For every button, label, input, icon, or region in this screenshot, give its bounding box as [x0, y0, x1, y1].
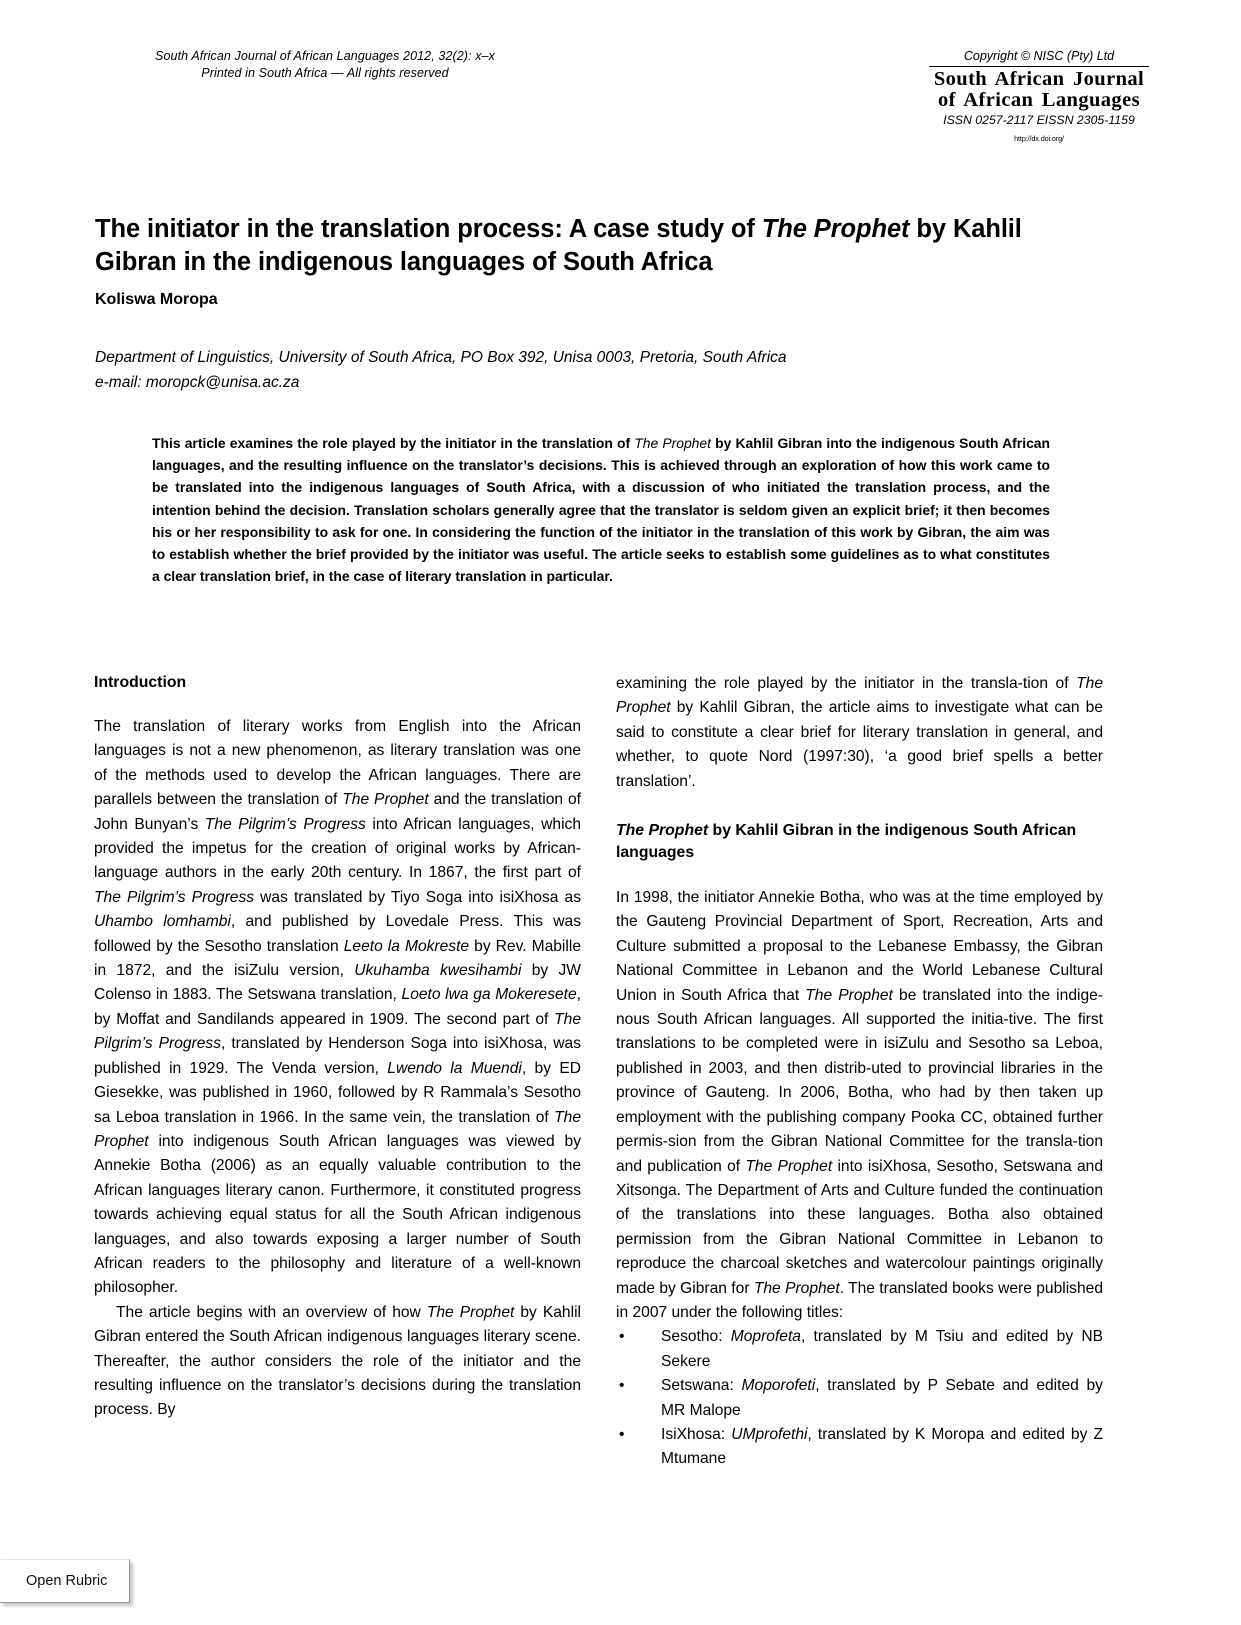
italic-work-title: The Prophet: [616, 675, 1103, 717]
translated-titles-list: [616, 1325, 1103, 1471]
masthead-title: [929, 69, 1149, 111]
copyright-notice: Copyright © NISC (Pty) Ltd: [963, 49, 1115, 63]
article-title-italic-work: The Prophet: [761, 215, 910, 244]
text-run: , and published by Lovedale Press. This was followed by the Sesotho translation: [94, 913, 581, 955]
text-run: , by Moffat and Sandilands appeared in 1909. The second part of: [94, 986, 582, 1028]
body-column-left: [94, 672, 581, 1423]
italic-work-title: The Pilgrim’s Progress: [94, 888, 255, 906]
text-run: by JW Colenso in 1883. The Setswana translation,: [94, 962, 581, 1004]
author-email[interactable]: e-mail: moropck@unisa.ac.za: [95, 374, 300, 391]
text-run: IsiXhosa:: [661, 1425, 732, 1443]
abstract-seg3: by Kahlil Gibran into the indigenous South African languages, and the resulting influence on the translator’s decisions. This is achieved through an exploration of how this work came to be translated into the indigenous languages of South Africa, with a discussion of who initiated the translation process, and the intention behind the decision. Translation scholars generally agree that the translator is seldom given an explicit brief; it then becomes his or her responsibility to ask for one. In considering the function of the initiator in the translation of this work by Gibran, the aim was to establish whether the brief provided by the initiator was useful. The article seeks to establish some guidelines as to what constitutes a clear translation brief, in the case of literary translation in particular.: [152, 435, 1050, 585]
bullet-icon: •: [619, 1328, 625, 1346]
article-title-part1: The initiator in the translation process: A case study of: [95, 215, 762, 244]
body-column-right: [616, 672, 1103, 1472]
masthead-title-line1: South African Journal: [933, 68, 1145, 90]
list-item: [616, 1374, 1103, 1423]
section-heading-introduction: Introduction: [94, 674, 187, 691]
text-run: by Kahlil Gibran entered the South African indigenous languages literary scene. Thereafter, the author considers the role of the initiator and the resulting influence on the translator’s decisions during the translation process. By: [94, 1303, 581, 1419]
italic-work-title: The Prophet: [342, 791, 429, 809]
italic-work-title: The Pilgrim’s Progress: [204, 815, 366, 833]
heading-text-run: by Kahlil Gibran in the indigenous South African languages: [616, 822, 1077, 862]
journal-masthead: [929, 48, 1149, 144]
abstract-italic-work: The Prophet: [634, 435, 711, 451]
abstract-seg1: This article examines the role played by the initiator in the translation of: [152, 435, 635, 451]
abstract: [152, 432, 1050, 587]
text-run: . The translated books were published in 2007 under the following titles:: [616, 1279, 1103, 1321]
list-item: [616, 1423, 1103, 1472]
italic-work-title: UMprofethi: [731, 1425, 808, 1443]
text-run: In 1998, the initiator Annekie Botha, who was at the time employed by the Gauteng Provincial Department of Sport, Recreation, Arts and Culture submitted a proposal to the Lebanese Embassy, the Gibran National Committee in Lebanon and the World Lebanese Cultural Union in South Africa that: [616, 889, 1103, 1004]
italic-work-title: The Pilgrim’s Progress: [94, 1010, 581, 1053]
journal-reference-line2: Printed in South Africa — All rights reserved: [201, 66, 449, 80]
paragraph-right-1: [616, 672, 1103, 794]
text-run: into isiXhosa, Sesotho, Setswana and Xitsonga. The Department of Arts and Culture funded the continuation of the translations into these languages. Botha also obtained permission from the Gibran National Committee in Lebanon to reproduce the charcoal sketches and watercolour paintings originally made by Gibran for: [616, 1157, 1103, 1297]
paragraph-right-2: [616, 886, 1103, 1325]
masthead-divider: [929, 66, 1149, 67]
italic-work-title: The Prophet: [426, 1303, 515, 1321]
text-run: into indigenous South African languages was viewed by Annekie Botha (2006) as an equally valuable contribution to the African languages literary canon. Furthermore, it constituted progress towards achieving equal status for all the South African indigenous languages, and also towards exposing a larger number of South African readers to the philosophy and literature of a well-known philosopher.: [94, 1132, 581, 1297]
text-run: , translated by P Sebate and edited by MR Malope: [661, 1377, 1103, 1419]
open-rubric-label: Open Rubric: [26, 1573, 108, 1589]
italic-work-title: Leeto la Mokreste: [343, 937, 470, 955]
italic-work-title: Ukuhamba kwesihambi: [354, 962, 522, 980]
article-title: [95, 213, 1080, 279]
text-run: Setswana:: [661, 1377, 742, 1395]
text-run: , translated by Henderson Soga into isiXhosa, was published in 1929. The Venda version,: [94, 1035, 582, 1077]
author-affiliation: [95, 345, 1025, 395]
open-rubric-button[interactable]: [0, 1559, 130, 1603]
italic-work-title: The Prophet: [745, 1157, 833, 1175]
italic-work-title: The Prophet: [94, 1108, 581, 1150]
paragraph-intro-1: [94, 715, 581, 1301]
bullet-icon: •: [619, 1425, 625, 1443]
text-run: , by ED Giesekke, was published in 1960, followed by R Rammala’s Sesotho sa Leboa translation in 1966. In the same vein, the translation of: [94, 1059, 581, 1126]
text-run: was translated by Tiyo Soga into isiXhosa as: [254, 888, 582, 906]
italic-work-title: The Prophet: [805, 986, 893, 1004]
text-run: into African languages, which provided the impetus for the creation of original works by African-language authors in the early 20th century. In 1867, the first part of: [94, 815, 582, 882]
section-heading-prophet-indigenous: [616, 820, 1103, 864]
text-run: , translated by M Tsiu and edited by NB Sekere: [661, 1328, 1103, 1370]
text-run: , translated by K Moropa and edited by Z Mtumane: [661, 1425, 1103, 1468]
italic-work-title: Moporofeti: [741, 1377, 816, 1395]
author-name: Koliswa Moropa: [95, 291, 218, 308]
heading-italic-work: The Prophet: [616, 822, 709, 840]
text-run: by Kahlil Gibran, the article aims to investigate what can be said to constitute a clear brief for literary translation in general, and whether, to quote Nord (1997:30), ‘a good brief spells a better translation’.: [616, 699, 1103, 790]
journal-reference: [95, 48, 555, 82]
text-run: by Rev. Mabille in 1872, and the isiZulu version,: [94, 937, 582, 980]
affiliation-address: Department of Linguistics, University of South Africa, PO Box 392, Unisa 0003, Pretoria, South Africa: [95, 349, 787, 366]
list-item: [616, 1325, 1103, 1374]
text-run: examining the role played by the initiator in the transla-tion of: [616, 675, 1077, 692]
journal-reference-line1: South African Journal of African Languages 2012, 32(2): x–x: [155, 49, 495, 63]
paragraph-intro-2: [94, 1301, 581, 1423]
text-run: The translation of literary works from English into the African languages is not a new phenomenon, as literary translation was one of the methods used to develop the African languages. There are parallels between the translation of: [94, 718, 581, 809]
italic-work-title: Lwendo la Muendi: [387, 1059, 522, 1077]
masthead-title-line2: of African Languages: [938, 89, 1140, 111]
text-run: The article begins with an overview of how: [116, 1303, 427, 1321]
bullet-icon: •: [619, 1377, 625, 1395]
text-run: be translated into the indige-nous South African languages. All supported the initia-tive. The first translations to be completed were in isiZulu and Sesotho sa Leboa, published in 2003, and then distrib-uted to provincial libraries in the province of Gauteng. In 2006, Botha, who had by then taken up employment with the publishing company Pooka CC, obtained further permis-sion from the Gibran National Committee for the transla-tion and publication of: [616, 986, 1103, 1175]
italic-work-title: Moprofeta: [730, 1328, 801, 1346]
italic-work-title: The Prophet: [753, 1279, 840, 1297]
text-run: Sesotho:: [661, 1328, 731, 1346]
issn-line: ISSN 0257-2117 EISSN 2305-1159: [943, 113, 1135, 127]
italic-work-title: Uhambo lomhambi: [94, 913, 231, 931]
article-title-part2: by Kahlil Gibran in the indigenous languages of South Africa: [95, 215, 1022, 277]
page-header: [95, 48, 1149, 158]
doi-link[interactable]: http://dx.doi.org/: [1014, 134, 1064, 143]
italic-work-title: Loeto lwa ga Mokeresete: [401, 986, 577, 1004]
text-run: and the translation of John Bunyan’s: [94, 791, 581, 833]
